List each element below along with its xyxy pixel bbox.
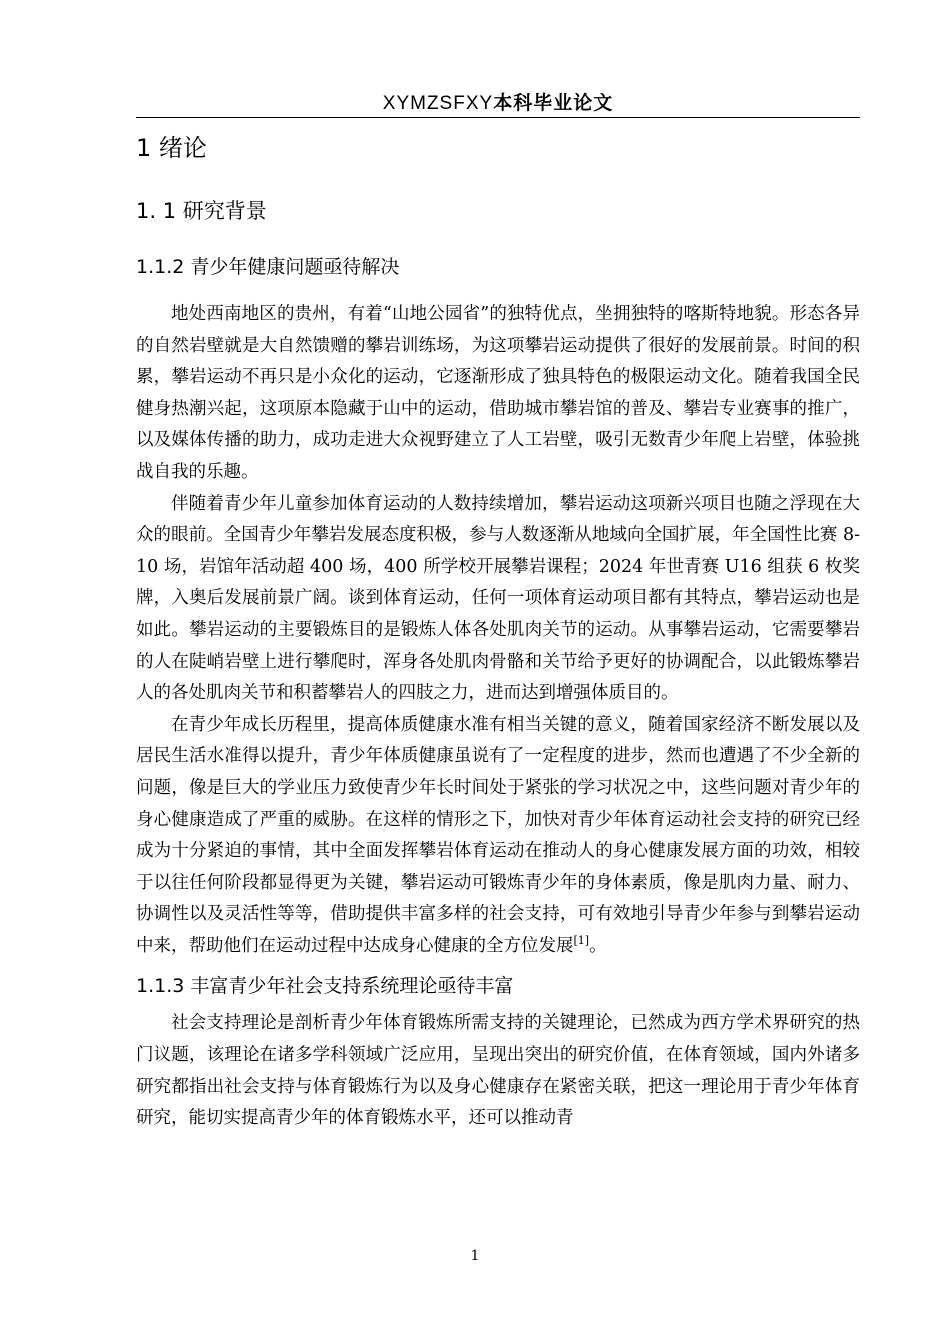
paragraph-with-citation — [136, 710, 860, 963]
paragraph: 地处西南地区的贵州，有着“山地公园省”的独特优点，坐拥独特的喀斯特地貌。形态各异的自然岩壁就是大自然馈赠的攀岩训练场，为这项攀岩运动提供了很好的发展前景。时间的积累，攀岩运动不再只是小众化的运动，它逐渐形成了独具特色的极限运动文化。随着我国全民健身热潮兴起，这项原本隐藏于山中的运动，借助城市攀岩馆的普及、攀岩专业赛事的推广，以及媒体传播的助力，成功走进大众视野建立了人工岩壁，吸引无数青少年爬上岩壁，体验挑战自我的乐趣。 — [136, 304, 860, 482]
paragraph: 伴随着青少年儿童参加体育运动的人数持续增加，攀岩运动这项新兴项目也随之浮现在大众的眼前。全国青少年攀岩发展态度积极，参与人数逐渐从地域向全国扩展，年全国性比赛 8-10 场，岩馆年活动超 400 场，400 所学校开展攀岩课程；2024 年世青赛 U16 组获 6 枚奖牌，入奥后发展前景广阔。谈到体育运动，任何一项体育运动项目都有其特点，攀岩运动也是如此。攀岩运动的主要锻炼目的是锻炼人体各处肌肉关节的运动。从事攀岩运动，它需要攀岩的人在陡峭岩壁上进行攀爬时，浑身各处肌肉骨骼和关节给予更好的协调配合，以此锻炼攀岩人的各处肌肉关节和积蓄攀岩人的四肢之力，进而达到增强体质目的。 — [136, 493, 860, 704]
subsection-title: 1.1.3 丰富青少年社会支持系统理论亟待丰富 — [136, 975, 514, 998]
page-number: 1 — [470, 1248, 480, 1264]
citation-reference: [1] — [573, 934, 590, 948]
chapter-title: 1 绪论 — [136, 134, 207, 162]
section-title: 1. 1 研究背景 — [136, 199, 267, 223]
paragraph: 社会支持理论是剖析青少年体育锻炼所需支持的关键理论，已然成为西方学术界研究的热门议题，该理论在诸多学科领域广泛应用，呈现出突出的研究价值，在体育领域，国内外诸多研究都指出社会支持与体育锻炼行为以及身心健康存在紧密关联，把这一理论用于青少年体育研究，能切实提高青少年的体育锻炼水平，还可以推动青 — [136, 1013, 860, 1129]
paragraph-text: 在青少年成长历程里，提高体质健康水准有相当关键的意义，随着国家经济不断发展以及居民生活水准得以提升，青少年体质健康虽说有了一定程度的进步，然而也遭遇了不少全新的问题，像是巨大的学业压力致使青少年长时间处于紧张的学习状况之中，这些问题对青少年的身心健康造成了严重的威胁。在这样的情形之下，加快对青少年体育运动社会支持的研究已经成为十分紧迫的事情，其中全面发挥攀岩体育运动在推动人的身心健康发展方面的功效，相较于以往任何阶段都显得更为关键，攀岩运动可锻炼青少年的身体素质，像是肌肉力量、耐力、协调性以及灵活性等等，借助提供丰富多样的社会支持，可有效地引导青少年参与到攀岩运动中来，帮助他们在运动过程中达成身心健康的全方位发展 — [136, 714, 860, 956]
running-header — [136, 88, 860, 118]
header-school-code: XYMZSFXY — [382, 93, 494, 114]
body-content — [136, 118, 860, 1135]
header-thesis-label: 本科毕业论文 — [493, 92, 614, 114]
subsection-title: 1.1.2 青少年健康问题亟待解决 — [136, 256, 400, 278]
paragraph-closing: 。 — [589, 935, 607, 956]
